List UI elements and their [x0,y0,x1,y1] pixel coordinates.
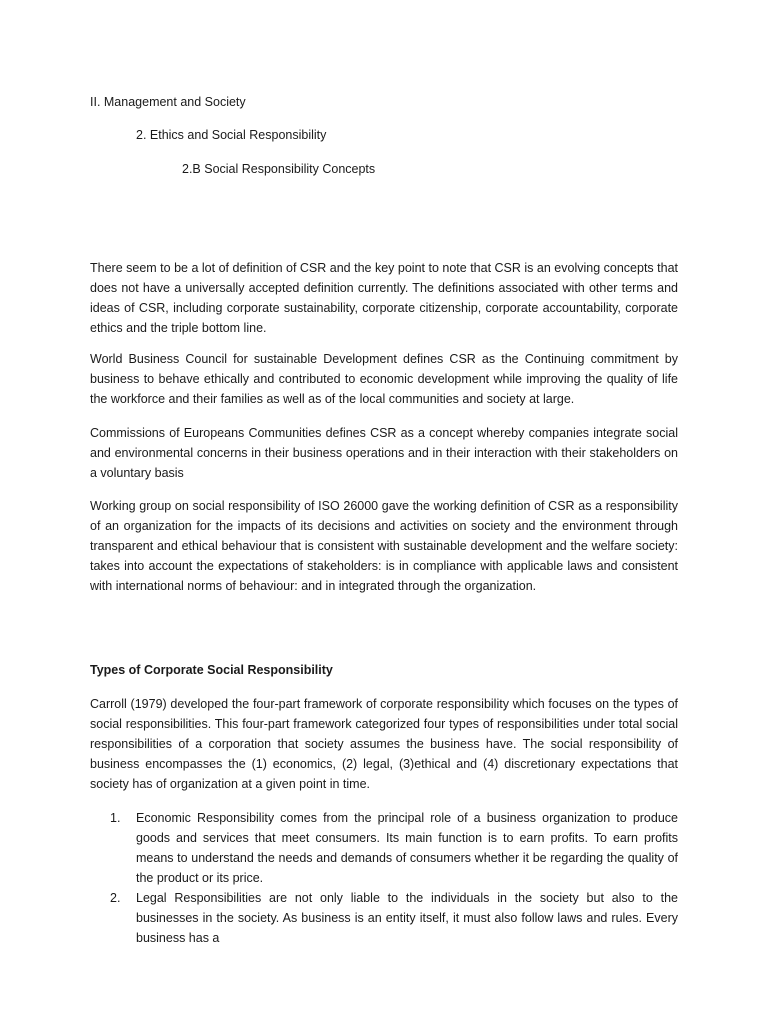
outline-heading-level2: 2. Ethics and Social Responsibility [136,128,327,142]
responsibility-list [90,808,678,948]
list-item [90,888,678,948]
list-item [90,808,678,888]
paragraph-european-communities-definition: Commissions of Europeans Communities defines CSR as a concept whereby companies integrate social and environmental concerns in their business operations and in their interaction with their stakeholders on a voluntary basis [90,426,678,480]
outline-heading-level3: 2.B Social Responsibility Concepts [182,162,376,176]
paragraph-wbcsd-definition: World Business Council for sustainable Development defines CSR as the Continuing commitment by business to behave ethically and contributed to economic development while improving the quality of life the workforce and their families as well as of the local communities and society at large. [90,352,678,406]
list-item-text: Economic Responsibility comes from the principal role of a business organization to produce goods and services that meet consumers. Its main function is to earn profits. To earn profits means to understand the needs and demands of consumers whether it be regarding the quality of the product or its price. [136,811,678,885]
section-title-types-of-csr: Types of Corporate Social Responsibility [90,663,333,677]
list-item-number: 1. [110,811,121,825]
paragraph-csr-definitions: There seem to be a lot of definition of CSR and the key point to note that CSR is an evolving concepts that does not have a universally accepted definition currently. The definitions associated with other terms and ideas of CSR, including corporate sustainability, corporate citizenship, corporate accountability, corporate ethics and the triple bottom line. [90,261,678,335]
list-item-text: Legal Responsibilities are not only liable to the individuals in the society but also to the businesses in the society. As business is an entity itself, it must also follow laws and rules. Every business has a [136,891,678,945]
outline-heading-level1: II. Management and Society [90,95,246,109]
paragraph-carroll-framework: Carroll (1979) developed the four-part framework of corporate responsibility which focuses on the types of social responsibilities. This four-part framework categorized four types of responsibilities under total social responsibilities of a corporation that society assumes the business have. The social responsibility of business encompasses the (1) economics, (2) legal, (3)ethical and (4) discretionary expectations that society has of organization at a given point in time. [90,697,678,791]
paragraph-iso26000-definition: Working group on social responsibility of ISO 26000 gave the working definition of CSR as a responsibility of an organization for the impacts of its decisions and activities on society and the environment through transparent and ethical behaviour that is consistent with sustainable development and the welfare society: takes into account the expectations of stakeholders: is in compliance with applicable laws and consistent with international norms of behaviour: and in integrated through the organization. [90,499,678,593]
list-item-number: 2. [110,891,121,905]
